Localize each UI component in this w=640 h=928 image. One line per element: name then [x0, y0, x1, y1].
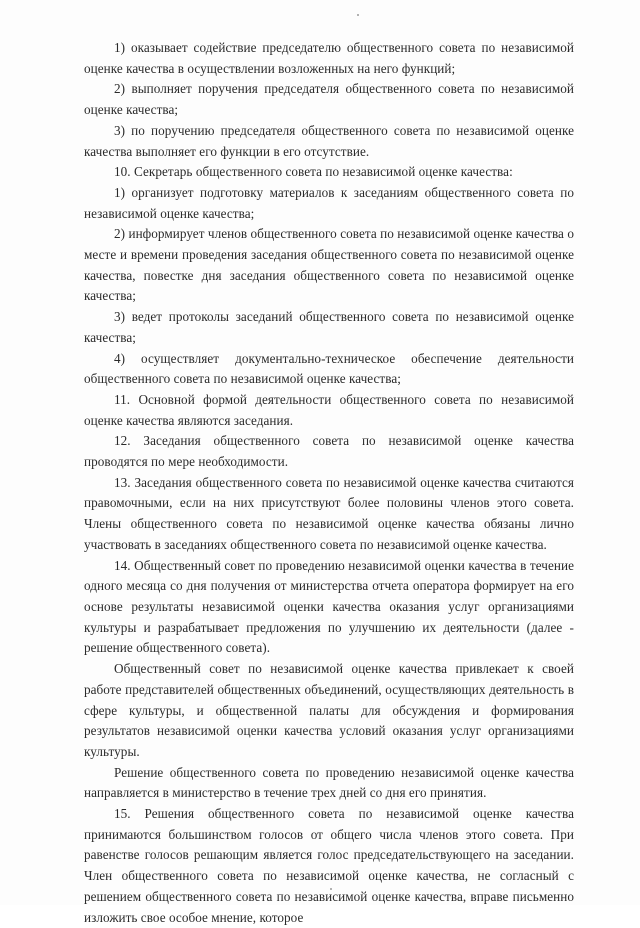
paragraph-12: 12. Заседания общественного совета по независимой оценке качества проводятся по мере необходимости. — [84, 433, 574, 470]
paragraph-10: 10. Секретарь общественного совета по независимой оценке качества: — [114, 164, 513, 180]
paragraph-10-3: 3) ведет протоколы заседаний общественного совета по независимой оценке качества; — [84, 309, 574, 345]
paragraph-14-b: Решение общественного совета по проведению независимой оценке качества направляется в министерство в течение трех дней со дня его принятия. — [84, 764, 574, 801]
paragraph-14: 14. Общественный совет по проведению независимой оценки качества в течение одного месяца со дня получения от министерства отчета оператора формирует на его основе результаты независимой оценки качества оказания услуг организациями культуры и разрабатывает предложения по улучшению их деятельности (далее - решение общественного совета). — [84, 557, 574, 656]
paragraph-10-2: 2) информирует членов общественного совета по независимой оценке качества о месте и времени проведения заседания общественного совета по независимой оценке качества, повестке дня заседания общественного совета по независимой оценке качества; — [84, 226, 574, 304]
paragraph-10-1: 1) организует подготовку материалов к заседаниям общественного совета по независимой оценке качества; — [84, 184, 574, 221]
paragraph-1-1: 1) оказывает содействие председателю общественного совета по независимой оценке качества в осуществлении возложенных на него функций; — [84, 40, 574, 76]
document-body — [84, 38, 574, 928]
paragraph-14-a: Общественный совет по независимой оценке качества привлекает к своей работе представителей общественных объединений, осуществляющих деятельность в сфере культуры, и общественной палаты для обсуждения и формирования результатов независимой оценки качества условий оказания услуг организациями культуры. — [84, 661, 574, 759]
paragraph-11: 11. Основной формой деятельности общественного совета по независимой оценке качества являются заседания. — [84, 391, 574, 428]
paragraph-13: 13. Заседания общественного совета по независимой оценке качества считаются правомочными, если на них присутствуют более половины членов этого совета. Члены общественного совета по независимой оценке качества обязаны лично участвовать в заседаниях общественного совета по независимой оценке качества. — [84, 474, 574, 552]
paragraph-15: 15. Решения общественного совета по независимой оценке качества принимаются большинством голосов от общего числа членов этого совета. При равенстве голосов решающим является голос председательствующего на заседании. Член общественного совета по независимой оценке качества, не согласный с решением общественного совета по независимой оценке качества, вправе письменно изложить свое особое мнение, которое — [84, 806, 574, 925]
paragraph-1-2: 2) выполняет поручения председателя общественного совета по независимой оценке качества; — [84, 81, 574, 118]
paragraph-1-3: 3) по поручению председателя общественного совета по независимой оценке качества выполняет его функции в его отсутствие. — [84, 122, 574, 159]
paragraph-10-4: 4) осуществляет документально-техническое обеспечение деятельности общественного совета по независимой оценке качества; — [84, 350, 574, 387]
scan-speck — [357, 14, 359, 16]
